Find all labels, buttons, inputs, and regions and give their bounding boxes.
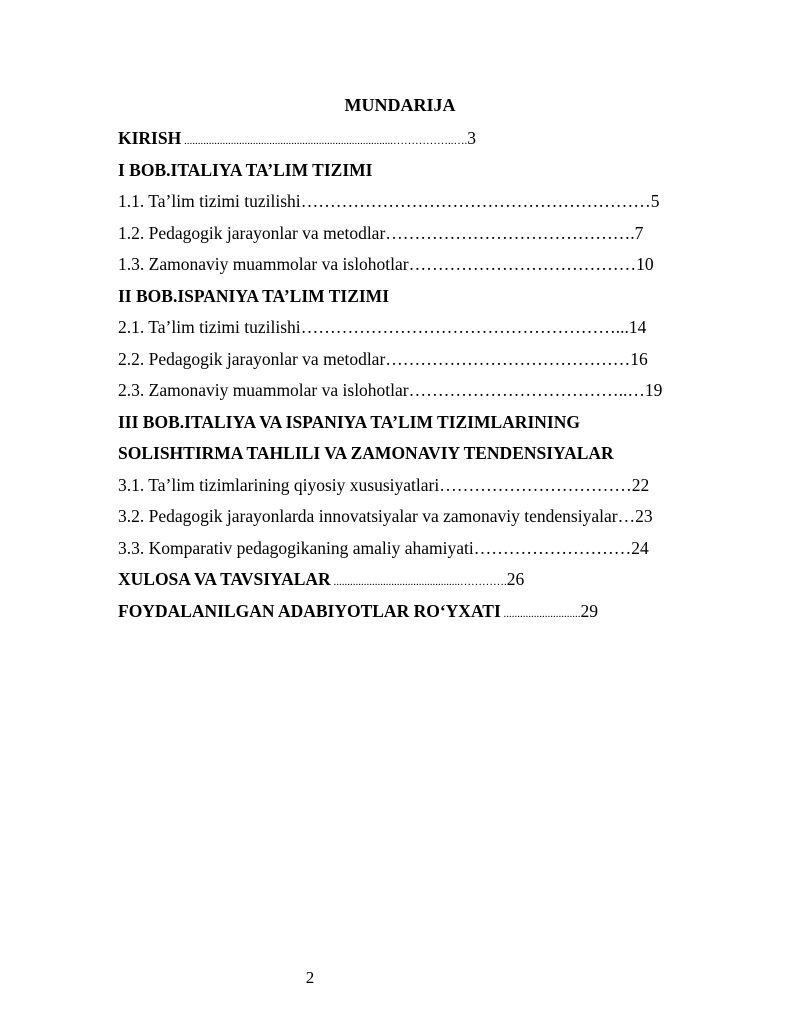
toc-entry-3-2[interactable] bbox=[118, 504, 653, 528]
toc-entry-leader: ............................ bbox=[500, 608, 581, 620]
toc-entry-page: 19 bbox=[644, 380, 663, 400]
toc-entry-page: 24 bbox=[631, 538, 649, 558]
toc-entry-1-2[interactable] bbox=[118, 221, 643, 245]
toc-entry-text: 2.2. Pedagogik jarayonlar va metodlar bbox=[118, 349, 386, 369]
toc-entry-page: 14 bbox=[628, 317, 647, 337]
toc-entry-text: 3.1. Ta’lim tizimlarining qiyosiy xususiyatlari bbox=[118, 475, 440, 495]
toc-chapter-3-heading-line-1[interactable] bbox=[118, 410, 580, 434]
toc-entry-text: SOLISHTIRMA TAHLILI VA ZAMONAVIY TENDENSIYALAR bbox=[118, 443, 614, 463]
toc-entry-page: 3 bbox=[467, 128, 476, 148]
toc-entry-1-3[interactable] bbox=[118, 252, 654, 276]
toc-entry-leader: ............................................................................……………..…. bbox=[181, 135, 468, 147]
toc-entry-text: II BOB.ISPANIYA TA’LIM TIZIMI bbox=[118, 286, 390, 306]
toc-entry-page: 29 bbox=[580, 601, 599, 621]
toc-entry-text: 1.2. Pedagogik jarayonlar va metodlar bbox=[118, 223, 386, 243]
toc-entry-page: 23 bbox=[635, 506, 653, 526]
toc-entry-page: 5 bbox=[650, 191, 660, 211]
toc-entry-page: 7 bbox=[634, 223, 644, 243]
toc-entry-leader: ..............................................…………. bbox=[330, 576, 507, 588]
toc-entry-text: III BOB.ITALIYA VA ISPANIYA TA’LIM TIZIMLARINING bbox=[118, 412, 580, 432]
toc-title: MUNDARIJA bbox=[344, 95, 456, 115]
toc-entry-text: I BOB.ITALIYA TA’LIM TIZIMI bbox=[118, 160, 373, 180]
toc-entry-text: KIRISH bbox=[118, 128, 182, 148]
toc-entry-page: 26 bbox=[506, 569, 525, 589]
toc-entry-2-3[interactable] bbox=[118, 378, 662, 402]
toc-entry-text: 3.2. Pedagogik jarayonlarda innovatsiyalar va zamonaviy tendensiyalar bbox=[118, 506, 618, 526]
toc-entry-leader: ………………………………………………... bbox=[300, 317, 629, 337]
toc-entry-leader: …………………………… bbox=[439, 475, 632, 495]
toc-entry-leader: … bbox=[617, 506, 636, 526]
toc-entry-leader: ………………………………..… bbox=[408, 380, 645, 400]
toc-entry-text: 1.3. Zamonaviy muammolar va islohotlar bbox=[118, 254, 409, 274]
toc-chapter-2-heading[interactable] bbox=[118, 284, 389, 308]
toc-entry-text: 2.3. Zamonaviy muammolar va islohotlar bbox=[118, 380, 409, 400]
toc-entry-text: 1.1. Ta’lim tizimi tuzilishi bbox=[118, 191, 301, 211]
toc-entry-leader: …………………………………………………… bbox=[300, 191, 651, 211]
toc-entry-kirish[interactable] bbox=[118, 126, 476, 153]
toc-entry-3-3[interactable] bbox=[118, 536, 649, 560]
toc-entry-text: XULOSA VA TAVSIYALAR bbox=[118, 569, 331, 589]
toc-entry-1-1[interactable] bbox=[118, 189, 659, 213]
toc-entry-leader: ………………………………… bbox=[408, 254, 637, 274]
toc-entry-conclusion[interactable] bbox=[118, 567, 524, 594]
toc-entry-page: 16 bbox=[630, 349, 648, 369]
toc-entry-page: 22 bbox=[631, 475, 650, 495]
page-number: 2 bbox=[305, 968, 315, 987]
toc-entry-text: FOYDALANILGAN ADABIYOTLAR RO‘YXATI bbox=[118, 601, 501, 621]
toc-entry-text: 3.3. Komparativ pedagogikaning amaliy ahamiyati bbox=[118, 538, 474, 558]
toc-chapter-1-heading[interactable] bbox=[118, 158, 372, 182]
toc-entry-2-1[interactable] bbox=[118, 315, 646, 339]
toc-entry-references[interactable] bbox=[118, 599, 598, 626]
toc-entry-leader: ……………………… bbox=[473, 538, 632, 558]
toc-entry-leader: …………………………………… bbox=[385, 349, 631, 369]
toc-entry-2-2[interactable] bbox=[118, 347, 648, 371]
toc-entry-text: 2.1. Ta’lim tizimi tuzilishi bbox=[118, 317, 301, 337]
toc-chapter-3-heading-line-2[interactable] bbox=[118, 441, 614, 465]
toc-entry-page: 10 bbox=[636, 254, 654, 274]
toc-entry-leader: ……………………………………. bbox=[385, 223, 635, 243]
toc-entry-3-1[interactable] bbox=[118, 473, 649, 497]
